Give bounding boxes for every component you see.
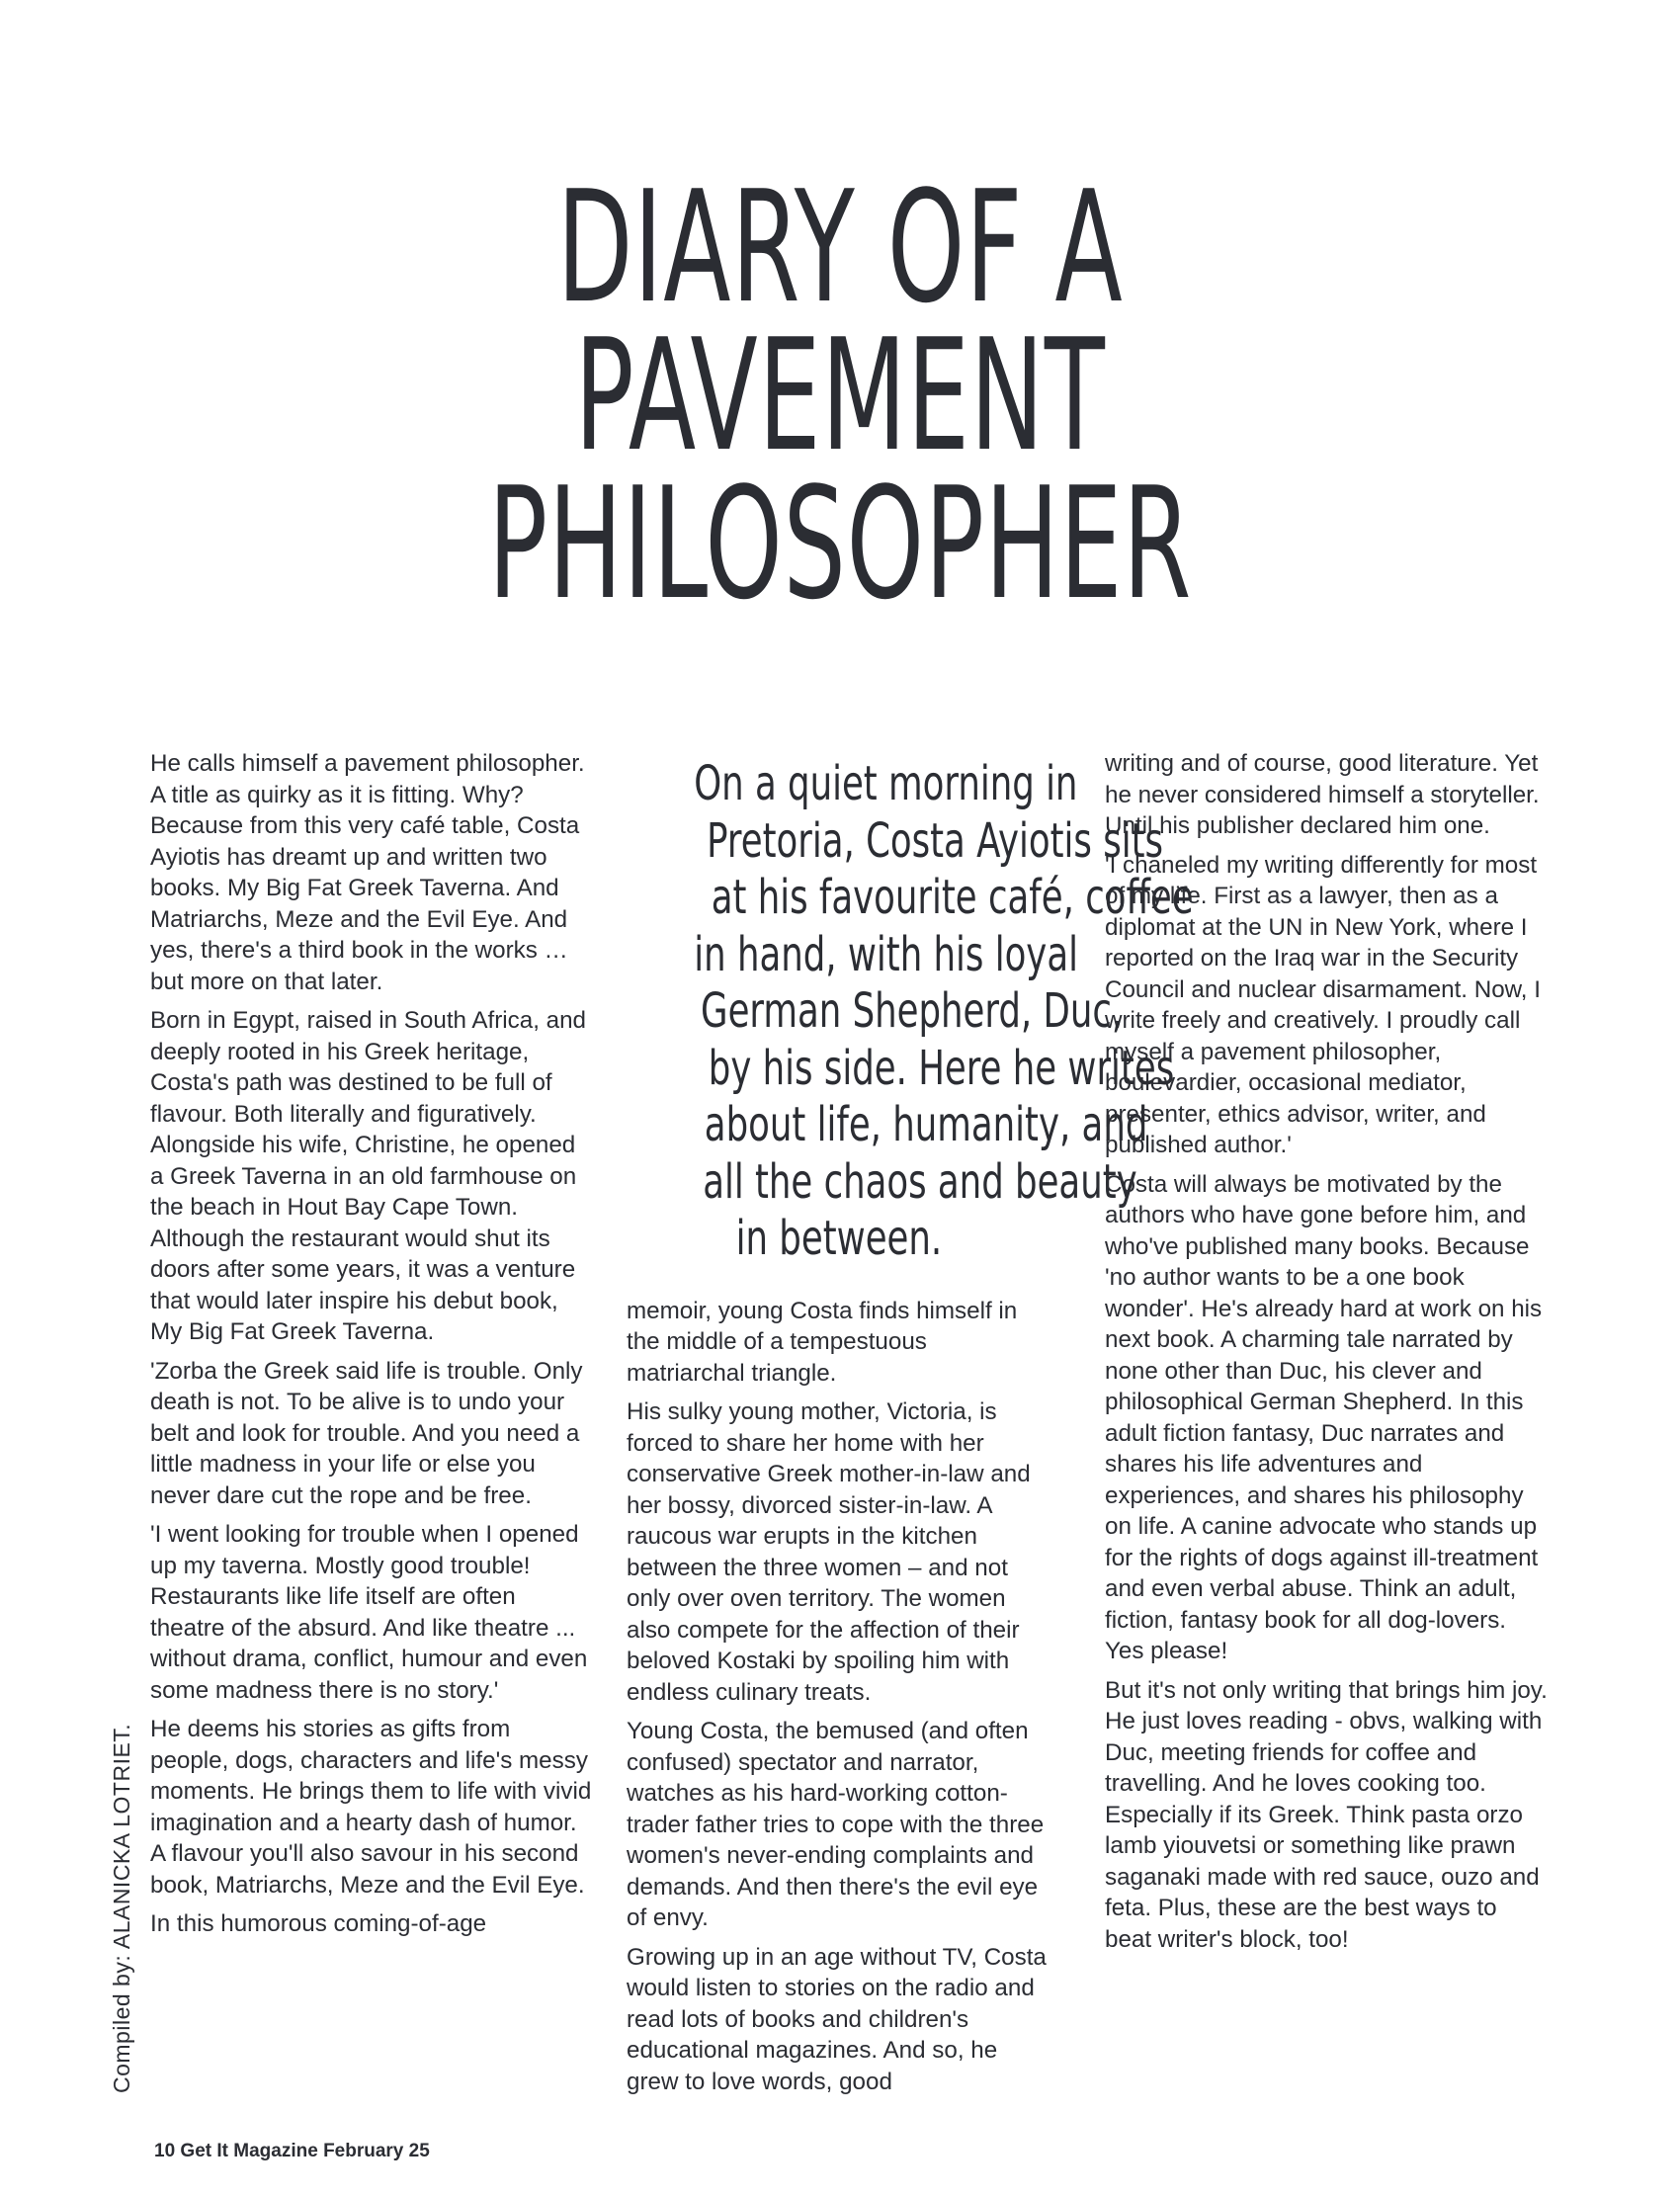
paragraph: 'I went looking for trouble when I opened up my taverna. Mostly good trouble! Restaurants like life itself are often theatre of the absurd. And like theatre ... without drama, conflict, humour and even some madness there is no story.' [150, 1521, 588, 1704]
pull-quote-line: in hand, with his loyal [694, 926, 1078, 982]
article-title [302, 157, 1378, 634]
paragraph: Born in Egypt, raised in South Africa, and deeply rooted in his Greek heritage, Costa's path was destined to be full of flavour. Both literally and figuratively. Alongside his wife, Christine, he opened a Greek Taverna in an old farmhouse on the beach in Hout Bay Cape Town. Although the restaurant would shut its doors after some years, it was a venture that would later inspire his debut book, My Big Fat Greek Taverna. [150, 1007, 587, 1345]
paragraph: 'I chaneled my writing differently for most of my life. First as a lawyer, then as a diplomat at the UN in New York, where I reported on the Iraq war in the Security Council and nuclear disarmament. Now, I write freely and creatively. I proudly call myself a pavement philosopher, boulevardier, occasional mediator, presenter, ethics advisor, writer, and published author.' [1105, 851, 1541, 1158]
paragraph: Costa will always be motivated by the authors who have gone before him, and who've published many books. Because 'no author wants to be a one book wonder'. He's already hard at work on his next book. A charming tale narrated by none other than Duc, his clever and philosophical German Shepherd. In this adult fiction fantasy, Duc narrates and shares his life adventures and experiences, and shares his philosophy on life. A canine advocate who stands up for the rights of dogs against ill-treatment and even verbal abuse. Think an adult, fiction, fantasy book for all dog-lovers. Yes please! [1105, 1170, 1543, 1664]
pull-quote-line: about life, humanity, and [704, 1097, 1148, 1152]
pull-quote-line: German Shepherd, Duc, [701, 983, 1124, 1039]
page-footer [154, 2141, 430, 2162]
right-column [1105, 748, 1550, 1963]
title-line: PAVEMENT [574, 305, 1106, 485]
paragraph: His sulky young mother, Victoria, is forced to share her home with her conservative Greek mother-in-law and her bossy, divorced sister-in-law. A raucous war erupts in the kitchen between the three women – and not only over oven territory. The women also compete for the affection of their beloved Kostaki by spoiling him with endless culinary treats. [627, 1398, 1031, 1706]
paragraph: Growing up in an age without TV, Costa would listen to stories on the radio and read lots of books and children's educational magazines. And so, he grew to love words, good [627, 1943, 1047, 2095]
pull-quote-line: all the chaos and beauty [703, 1153, 1137, 1210]
page-number: 10 [154, 2141, 176, 2161]
middle-column [627, 748, 1194, 2105]
paragraph: He calls himself a pavement philosopher. A title as quirky as it is fitting. Why? Because from this very café table, Costa Ayiotis has dreamt up and written two books. My Big Fat Greek Taverna. And Matriarchs, Meze and the Evil Eye. And yes, there's a third book in the works … but more on that later. [150, 750, 585, 995]
pull-quote [627, 756, 1194, 1268]
paragraph: Young Costa, the bemused (and often confused) spectator and narrator, watches as his hard-working cotton-trader father tries to cope with the three women's never-ending complaints and demands. And then there's the evil eye of envy. [627, 1718, 1045, 1931]
publication-name: Get It Magazine [180, 2141, 318, 2161]
paragraph: memoir, young Costa finds himself in the middle of a tempestuous matriarchal triangle. [627, 1297, 1018, 1387]
pull-quote-line: by his side. Here he writes [708, 1040, 1175, 1096]
paragraph: 'Zorba the Greek said life is trouble. Only death is not. To be alive is to undo your belt and look for trouble. And you need a little madness in your life or else you never dare cut the rope and be free. [150, 1357, 583, 1509]
paragraph: But it's not only writing that brings him joy. He just loves reading - obvs, walking with Duc, meeting friends for coffee and travelling. And he loves cooking too. Especially if its Greek. Think pasta orzo lamb yiouvetsi or something like prawn saganaki made with red sauce, ouzo and feta. Plus, these are the best ways to beat writer's block, too! [1105, 1676, 1548, 1953]
pull-quote-line: at his favourite café, coffee [711, 870, 1194, 925]
left-column [150, 748, 595, 1948]
pull-quote-line: in between. [735, 1211, 943, 1266]
pull-quote-line: On a quiet morning in [694, 756, 1078, 811]
paragraph: He deems his stories as gifts from people, dogs, characters and life's messy moments. He brings them to life with vivid imagination and a hearty dash of humor. A flavour you'll also savour in his second book, Matriarchs, Meze and the Evil Eye. [150, 1716, 592, 1899]
photo-credit: Compiled by: ALANICKA LOTRIET. [109, 1723, 134, 2093]
title-line: DIARY OF A [556, 157, 1124, 337]
paragraph: writing and of course, good literature. Yet he never considered himself a storyteller. Until his publisher declared him one. [1105, 750, 1540, 839]
title-line: PHILOSOPHER [487, 454, 1193, 634]
pull-quote-line: Pretoria, Costa Ayiotis sits [707, 812, 1164, 869]
issue-date: February 25 [323, 2141, 430, 2161]
paragraph: In this humorous coming-of-age [150, 1910, 487, 1937]
